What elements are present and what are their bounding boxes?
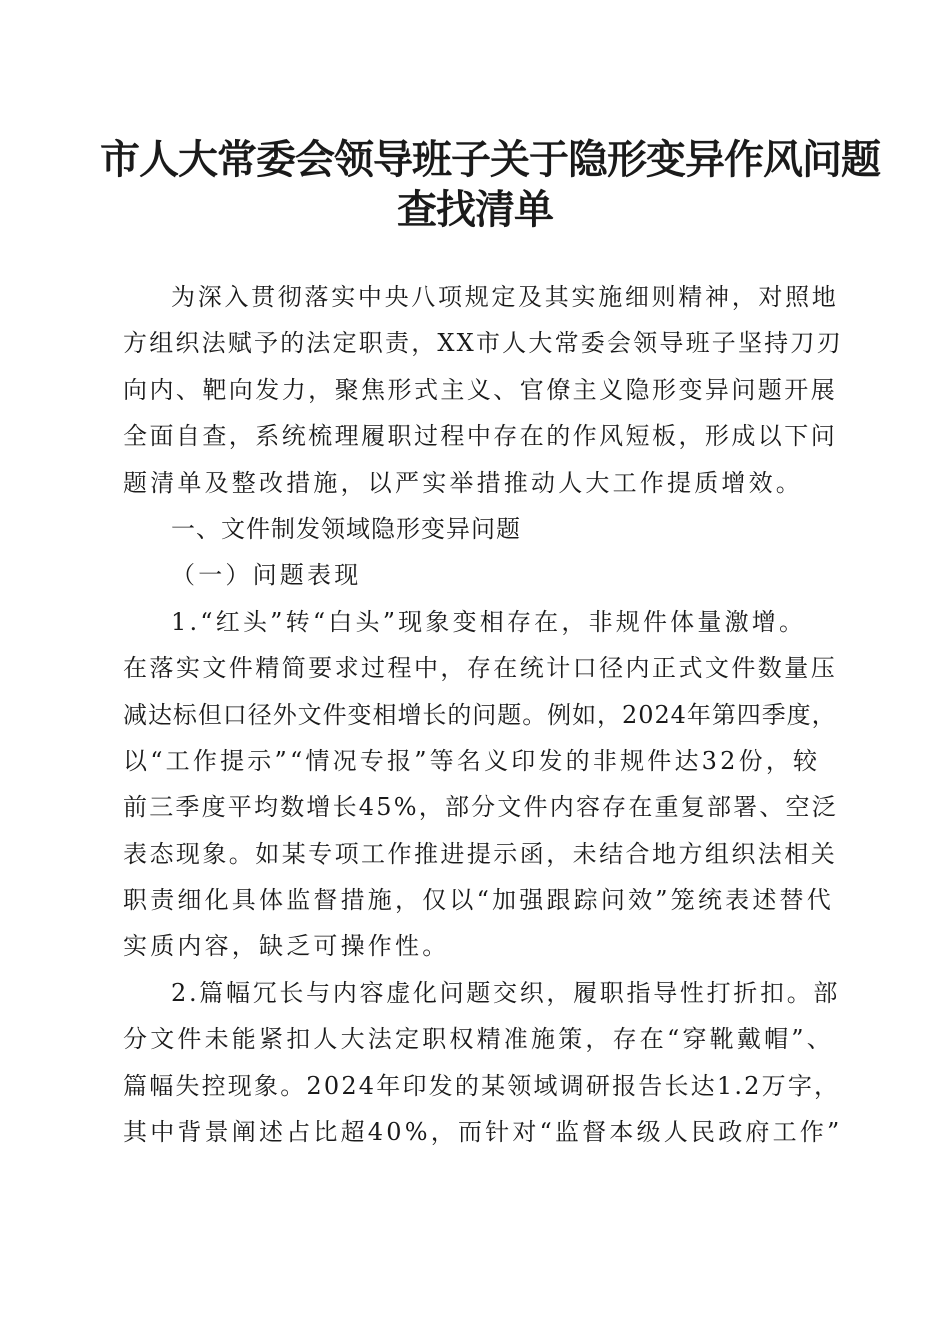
document-title-line-1: 市人大常委会领导班子关于隐形变异作风问题: [100, 137, 880, 183]
section-heading: 一、文件制发领域隐形变异问题: [171, 514, 521, 543]
paragraph-line: 其中背景阐述占比超40%，而针对“监督本级人民政府工作”: [123, 1118, 843, 1147]
subsection-heading: （一）问题表现: [171, 561, 362, 590]
paragraph-line: 分文件未能紧扣人大法定职权精准施策，存在“穿靴戴帽”、: [123, 1025, 834, 1054]
intro-paragraph-line: 向内、靶向发力，聚焦形式主义、官僚主义隐形变异问题开展: [123, 375, 838, 404]
intro-paragraph-line: 全面自查，系统梳理履职过程中存在的作风短板，形成以下问: [123, 422, 838, 451]
paragraph-line: 职责细化具体监督措施，仅以“加强跟踪问效”笼统表述替代: [123, 886, 834, 915]
paragraph-line: 1.“红头”转“白头”现象变相存在，非规件体量激增。: [171, 607, 807, 636]
intro-paragraph-line: 为深入贯彻落实中央八项规定及其实施细则精神，对照地: [171, 283, 839, 311]
paragraph-line: 篇幅失控现象。2024年印发的某领域调研报告长达1.2万字，: [123, 1071, 841, 1100]
paragraph-line: 以“工作提示”“情况专报”等名义印发的非规件达32份，较: [123, 746, 821, 775]
paragraph-line: 实质内容，缺乏可操作性。: [123, 932, 450, 961]
paragraph-line: 减达标但口径外文件变相增长的问题。例如，2024年第四季度，: [123, 700, 837, 729]
intro-paragraph-line: 方组织法赋予的法定职责，XX市人大常委会领导班子坚持刀刃: [123, 329, 843, 358]
paragraph-line: 前三季度平均数增长45%，部分文件内容存在重复部署、空泛: [123, 793, 838, 822]
intro-paragraph-line: 题清单及整改措施，以严实举措推动人大工作提质增效。: [123, 468, 803, 497]
paragraph-line: 2.篇幅冗长与内容虚化问题交织，履职指导性打折扣。部: [171, 978, 841, 1007]
document-body: [123, 274, 843, 1155]
paragraph-line: 表态现象。如某专项工作推进提示函，未结合地方组织法相关: [123, 839, 838, 868]
paragraph-line: 在落实文件精简要求过程中，存在统计口径内正式文件数量压: [123, 654, 838, 683]
document-title-line-2: 查找清单: [397, 187, 553, 233]
